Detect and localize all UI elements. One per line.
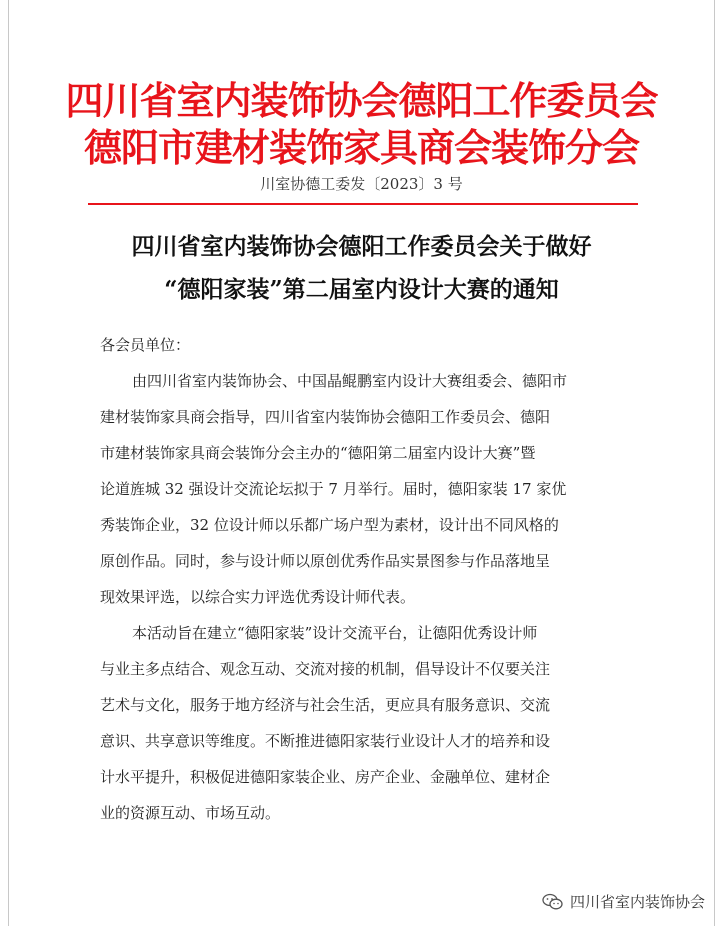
body-line: 意识、共享意识等维度。不断推进德阳家装行业设计人才的培养和设: [100, 732, 551, 750]
body-line: 建材装饰家具商会指导，四川省室内装饰协会德阳工作委员会、德阳: [100, 408, 551, 426]
header-org-line-2: 德阳市建材装饰家具商会装饰分会: [83, 125, 639, 170]
body-line: 计水平提升，积极促进德阳家装企业、房产企业、金融单位、建材企: [100, 768, 551, 786]
salutation: 各会员单位：: [100, 336, 191, 354]
body-line: 与业主多点结合、观念互动、交流对接的机制，倡导设计不仅要关注: [100, 660, 551, 678]
body-line: 本活动旨在建立“德阳家装”设计交流平台，让德阳优秀设计师: [132, 624, 538, 642]
document-number: 川室协德工委发〔2023〕3 号: [260, 175, 463, 193]
wechat-icon: [542, 893, 564, 911]
body-line: 原创作品。同时，参与设计师以原创优秀作品实景图参与作品落地呈: [100, 552, 551, 570]
red-divider: [88, 203, 638, 205]
body-line: 市建材装饰家具商会装饰分会主办的“德阳第二届室内设计大赛”暨: [100, 444, 536, 462]
body-line: 由四川省室内装饰协会、中国晶鲲鹏室内设计大赛组委会、德阳市: [132, 372, 568, 390]
body-line: 艺术与文化，服务于地方经济与社会生活，更应具有服务意识、交流: [100, 696, 551, 714]
wechat-watermark: [542, 891, 705, 912]
body-line: 业的资源互动、市场互动。: [100, 804, 281, 822]
body-line: 秀装饰企业，32 位设计师以乐都广场户型为素材，设计出不同风格的: [100, 516, 559, 534]
notice-title-line-1: 四川省室内装饰协会德阳工作委员会关于做好: [131, 233, 592, 260]
body-line: 论道旌城 32 强设计交流论坛拟于 7 月举行。届时，德阳家装 17 家优: [100, 480, 567, 498]
notice-title-line-2: “德阳家装”第二届室内设计大赛的通知: [164, 276, 559, 303]
watermark-text: 四川省室内装饰协会: [569, 893, 705, 911]
body-line: 现效果评选，以综合实力评选优秀设计师代表。: [100, 588, 416, 606]
header-org-line-1: 四川省室内装饰协会德阳工作委员会: [65, 78, 658, 123]
